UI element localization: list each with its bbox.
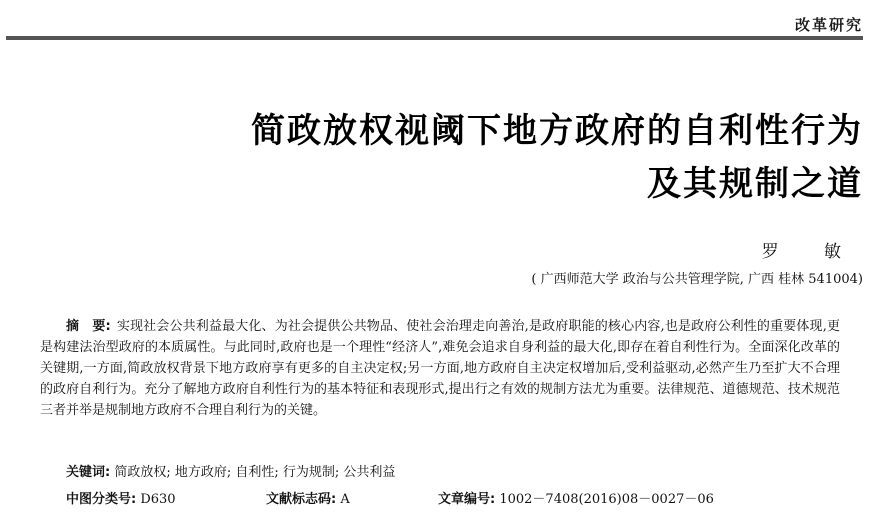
abstract-text: 实现社会公共利益最大化、为社会提供公共物品、使社会治理走向善治,是政府职能的核心内容,也是政府公利性的重要体现,更是构建法治型政府的本质属性。与此同时,政府也是一个理性“经济人”,难免会追求自身利益的最大化,即存在着自利性行为。全面深化改革的关键期,一方面,简政放权背景下地方政府享有更多的自主决定权;另一方面,地方政府自主决定权增加后,受利益驱动,必然产生乃至扩大不合理的政府自利行为。充分了解地方政府自利性行为的基本特征和表现形式,提出行之有效的规制方法尤为重要。法律规范、道德规范、技术规范三者并举是规制地方政府不合理自利行为的关键。 — [40, 319, 840, 418]
abstract-label: 摘 要: — [66, 319, 111, 334]
keywords-value: 简政放权; 地方政府; 自利性; 行为规制; 公共利益 — [114, 465, 396, 480]
author-name: 罗 敏 — [761, 242, 861, 262]
doc-code-value: A — [340, 492, 350, 507]
journal-section-label: 改革研究 — [794, 16, 863, 34]
clc-value: D630 — [140, 492, 176, 507]
doc-code-label: 文献标志码: — [266, 492, 337, 507]
classification-row — [66, 488, 714, 507]
keywords-row — [66, 461, 395, 480]
article-title-line-2: 及其规制之道 — [647, 164, 863, 204]
header-divider — [6, 36, 863, 40]
article-title-line-1: 简政放权视阈下地方政府的自利性行为 — [251, 111, 863, 151]
clc-label: 中图分类号: — [66, 492, 137, 507]
article-number-value: 1002－7408(2016)08－0027－06 — [499, 492, 714, 507]
author-affiliation: ( 广西师范大学 政治与公共管理学院, 广西 桂林 541004) — [531, 272, 863, 287]
keywords-label: 关键词: — [66, 465, 111, 480]
article-number-label: 文章编号: — [438, 492, 496, 507]
abstract-block — [40, 316, 840, 421]
